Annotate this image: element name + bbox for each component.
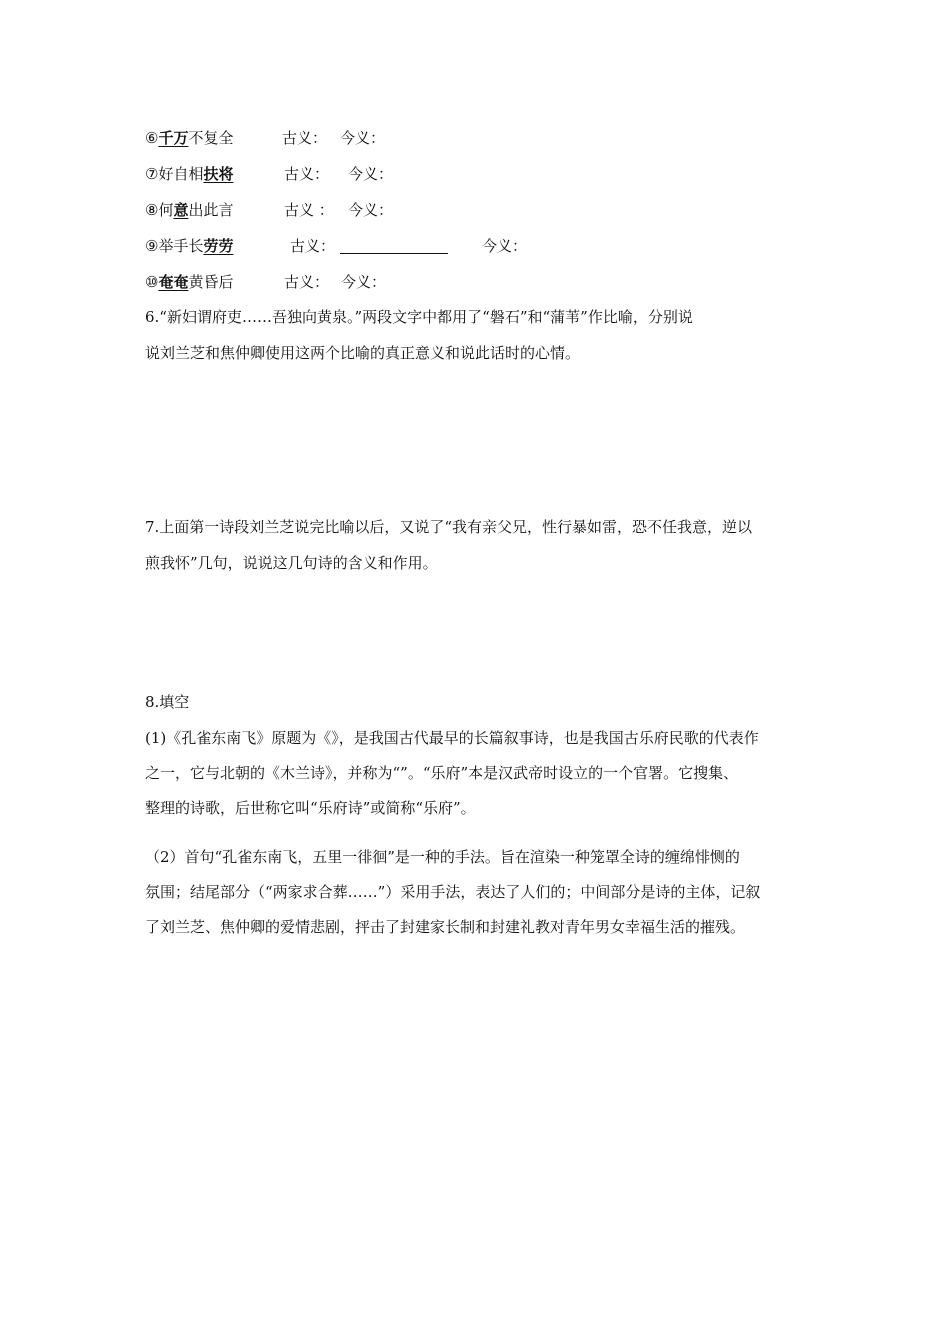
question-7-line: 7.上面第一诗段刘兰芝说完比喻以后，又说了“我有亲父兄，性行暴如雷，恐不任我意，逆以 <box>145 518 752 536</box>
vocab-keyword: 千万 <box>158 129 189 147</box>
vocab-pre: 何 <box>158 201 174 219</box>
vocab-number: ⑩ <box>145 273 159 291</box>
question-8-part-2 <box>145 840 810 945</box>
vocab-number: ⑧ <box>145 201 159 219</box>
vocab-post: 黄昏后 <box>188 273 234 291</box>
question-8-heading: 8.填空 <box>145 693 190 711</box>
jin-yi-label: 今义： <box>482 237 528 255</box>
vocab-pre: 举手长 <box>158 237 204 255</box>
question-8-line: （2）首句“孔雀东南飞，五里一徘徊”是一种的手法。旨在渲染一种笼罩全诗的缠绵悱恻的 <box>145 848 740 866</box>
vocab-row-6 <box>145 128 386 148</box>
question-8-line: (1)《孔雀东南飞》原题为《》，是我国古代最早的长篇叙事诗，也是我国古乐府民歌的代表作 <box>145 729 759 747</box>
gu-yi-label: 古义： <box>284 273 330 291</box>
answer-blank <box>340 239 448 254</box>
question-8-line: 整理的诗歌，后世称它叫“乐府诗”或简称“乐府”。 <box>145 799 476 817</box>
vocab-number: ⑥ <box>145 129 159 147</box>
vocab-keyword: 奄奄 <box>158 273 189 291</box>
jin-yi-label: 今义： <box>341 273 387 291</box>
vocab-number: ⑨ <box>145 237 159 255</box>
gu-yi-label: 古义： <box>282 129 328 147</box>
vocab-row-8 <box>145 200 394 220</box>
gu-yi-label: 古义： <box>284 165 330 183</box>
vocab-post: 不复全 <box>188 129 234 147</box>
question-8-line: 之一，它与北朝的《木兰诗》，并称为“”。“乐府”本是汉武帝时设立的一个官署。它搜集、 <box>145 764 739 782</box>
question-6-line: 6.“新妇谓府吏……吾独向黄泉。”两段文字中都用了“磐石”和“蒲苇”作比喻，分别说 <box>145 308 693 326</box>
question-7 <box>145 509 810 581</box>
vocab-keyword: 扶将 <box>203 165 234 183</box>
question-8-line: 氛围；结尾部分（“两家求合葬……”）采用手法，表达了人们的；中间部分是诗的主体，记叙 <box>145 883 761 901</box>
question-6 <box>145 299 810 371</box>
vocab-keyword: 意 <box>173 201 189 219</box>
jin-yi-label: 今义： <box>348 201 394 219</box>
question-6-line: 说刘兰芝和焦仲卿使用这两个比喻的真正意义和说此话时的心情。 <box>145 344 581 362</box>
question-8-line: 了刘兰芝、焦仲卿的爱情悲剧，抨击了封建家长制和封建礼教对青年男女幸福生活的摧残。 <box>145 918 746 936</box>
vocab-post: 出此言 <box>188 201 234 219</box>
jin-yi-label: 今义： <box>340 129 386 147</box>
gu-yi-label: 古义： <box>290 237 336 255</box>
vocab-number: ⑦ <box>145 165 159 183</box>
vocab-row-10 <box>145 272 387 292</box>
question-8-part-1 <box>145 721 810 826</box>
vocab-pre: 好自相 <box>158 165 204 183</box>
gu-yi-label: 古义 ： <box>284 201 334 219</box>
vocab-row-9 <box>145 236 528 256</box>
question-7-line: 煎我怀”几句，说说这几句诗的含义和作用。 <box>145 554 438 572</box>
jin-yi-label: 今义： <box>348 165 394 183</box>
vocab-keyword: 劳劳 <box>203 237 234 255</box>
vocab-row-7 <box>145 164 394 184</box>
